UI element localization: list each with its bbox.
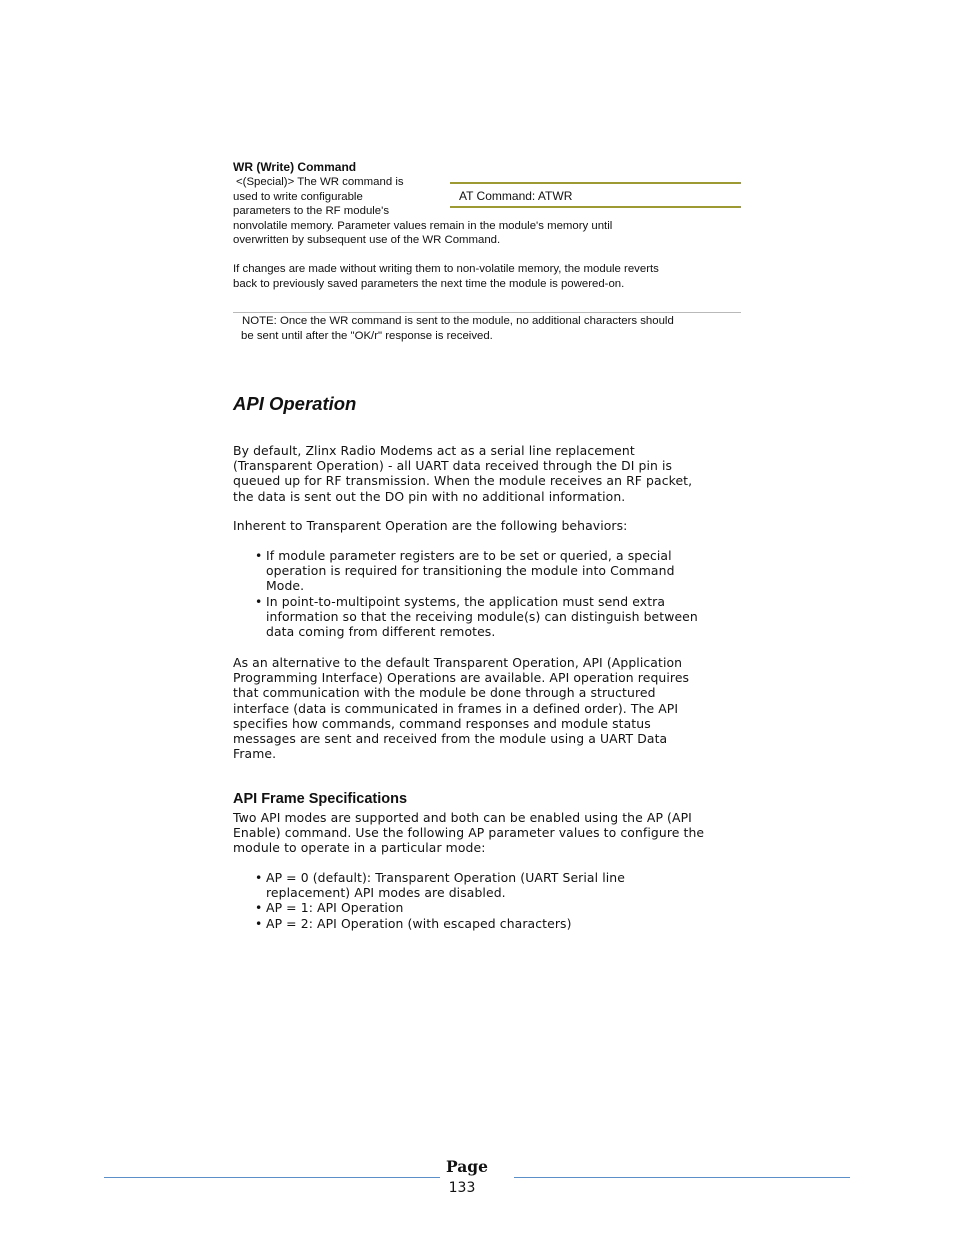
ap-modes-list (255, 870, 725, 931)
api-frame-heading: API Frame Specifications (233, 791, 408, 807)
note-top-rule (233, 312, 741, 313)
wr-intro-line-1: <(Special)> The WR command is (236, 176, 404, 188)
api-p3-line-3: that communication with the module be done through a structured (233, 685, 656, 701)
api-p3-line-1: As an alternative to the default Transparent Operation, API (Application (233, 655, 683, 670)
api-p3-line-2: Programming Interface) Operations are available. API operation requires (233, 670, 690, 686)
api-p1-line-2: (Transparent Operation) - all UART data received through the DI pin is (233, 458, 673, 474)
api-p2: Inherent to Transparent Operation are the following behaviors: (233, 518, 628, 533)
frame-p1-line-3: module to operate in a particular mode: (233, 840, 486, 856)
footer-right-rule (514, 1177, 850, 1178)
list-item: • In point-to-multipoint systems, the application must send extra information so that the receiving module(s) can distinguish between data coming from different remotes. (255, 594, 725, 640)
at-command-top-rule (450, 182, 741, 184)
note-line-1: NOTE: Once the WR command is sent to the module, no additional characters should (242, 315, 674, 327)
wr-intro-line-5: overwritten by subsequent use of the WR Command. (233, 234, 501, 246)
frame-p1-line-1: Two API modes are supported and both can be enabled using the AP (API (233, 810, 692, 825)
note-line-2: be sent until after the "OK/r" response is received. (241, 330, 493, 342)
api-p1-line-4: the data is sent out the DO pin with no additional information. (233, 488, 626, 504)
list-item: • AP = 0 (default): Transparent Operation (UART Serial line replacement) API modes are disabled. (255, 870, 725, 900)
wr-para2-line-2: back to previously saved parameters the next time the module is powered-on. (233, 277, 625, 290)
wr-intro-line-3: parameters to the RF module's (233, 205, 390, 217)
api-behaviors-list (255, 548, 725, 639)
footer-left-rule (104, 1177, 440, 1178)
frame-p1-line-2: Enable) command. Use the following AP parameter values to configure the (233, 825, 705, 841)
api-p3-line-7: Frame. (233, 746, 277, 762)
at-command-label: AT Command: ATWR (459, 189, 573, 203)
frame-p1 (233, 810, 733, 856)
api-p1 (233, 443, 733, 504)
wr-intro-line-4: nonvolatile memory. Parameter values remain in the module's memory until (233, 219, 613, 232)
list-item: • If module parameter registers are to be set or queried, a special operation is required for transitioning the module into Command Mode. (255, 548, 725, 594)
api-p3-line-6: messages are sent and received from the module using a UART Data (233, 731, 668, 747)
wr-intro-line-2: used to write configurable (233, 190, 363, 203)
wr-para2-line-1: If changes are made without writing them to non-volatile memory, the module reverts (233, 263, 659, 275)
api-operation-heading: API Operation (233, 393, 357, 414)
api-p3-line-5: specifies how commands, command responses and module status (233, 715, 651, 731)
list-item: • AP = 1: API Operation (255, 900, 725, 915)
api-p3-line-4: interface (data is communicated in frames in a defined order). The API (233, 700, 679, 716)
api-p3 (233, 655, 733, 761)
api-p1-line-3: queued up for RF transmission. When the module receives an RF packet, (233, 473, 693, 489)
at-command-bottom-rule (450, 206, 741, 208)
footer-page-number: 133 (448, 1180, 476, 1196)
api-p1-line-1: By default, Zlinx Radio Modems act as a serial line replacement (233, 443, 635, 458)
list-item: • AP = 2: API Operation (with escaped characters) (255, 916, 725, 931)
wr-command-heading: WR (Write) Command (233, 160, 357, 174)
footer-page-label: Page (446, 1157, 488, 1176)
